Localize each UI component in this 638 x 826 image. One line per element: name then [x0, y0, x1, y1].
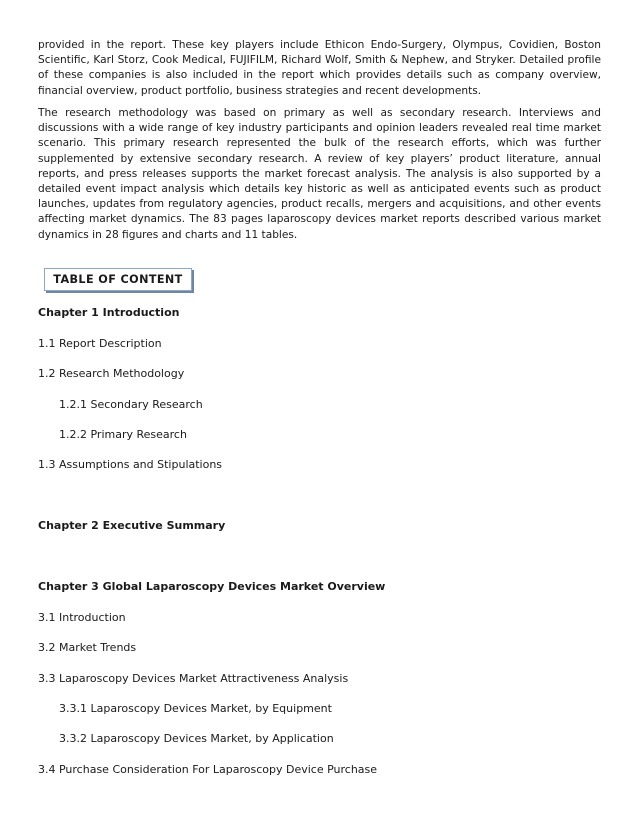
toc-entry-1-2-2: 1.2.2 Primary Research: [59, 428, 187, 441]
toc-entry-3-1: 3.1 Introduction: [38, 611, 126, 624]
toc-chapter-1: Chapter 1 Introduction: [38, 306, 180, 319]
toc-entry-1-1: 1.1 Report Description: [38, 337, 162, 350]
toc-heading: TABLE OF CONTENT: [53, 273, 183, 286]
toc-entry-3-3-2: 3.3.2 Laparoscopy Devices Market, by Application: [59, 732, 334, 745]
toc-entry-3-4: 3.4 Purchase Consideration For Laparoscopy Device Purchase: [38, 763, 378, 776]
toc-entry-1-2-1: 1.2.1 Secondary Research: [59, 398, 203, 411]
toc-heading-box: [44, 268, 192, 291]
toc-entry-3-3-1: 3.3.1 Laparoscopy Devices Market, by Equipment: [59, 702, 332, 715]
toc-chapter-2: Chapter 2 Executive Summary: [38, 519, 226, 532]
toc-entry-1-3: 1.3 Assumptions and Stipulations: [38, 458, 223, 471]
intro-paragraph-2: The research methodology was based on primary as well as secondary research. Interviews and discussions with a wide range of key industry participants and opinion leaders revealed real time market scenario. This primary research represented the bulk of the research efforts, which was further supplemented by extensive secondary research. A review of key players’ product literature, annual reports, and press releases supports the market forecast analysis. The analysis is also supported by a detailed event impact analysis which details key historic as well as anticipated events such as product launches, updates from regulatory agencies, product recalls, mergers and acquisitions, and other events affecting market dynamics. The 83 pages laparoscopy devices market reports described various market dynamics in 28 figures and charts and 11 tables.: [38, 107, 601, 241]
toc-entry-1-2: 1.2 Research Methodology: [38, 367, 185, 380]
toc-chapter-3: Chapter 3 Global Laparoscopy Devices Market Overview: [38, 580, 386, 593]
toc-entry-3-3: 3.3 Laparoscopy Devices Market Attractiveness Analysis: [38, 672, 349, 685]
intro-paragraph-1: provided in the report. These key players include Ethicon Endo-Surgery, Olympus, Covidien, Boston Scientific, Karl Storz, Cook Medical, FUJIFILM, Richard Wolf, Smith & Nephew, and Stryker. Detailed profile of these companies is also included in the report which provides details such as company overview, financial overview, product portfolio, business strategies and recent developments.: [38, 39, 601, 97]
toc-entry-3-2: 3.2 Market Trends: [38, 641, 137, 654]
